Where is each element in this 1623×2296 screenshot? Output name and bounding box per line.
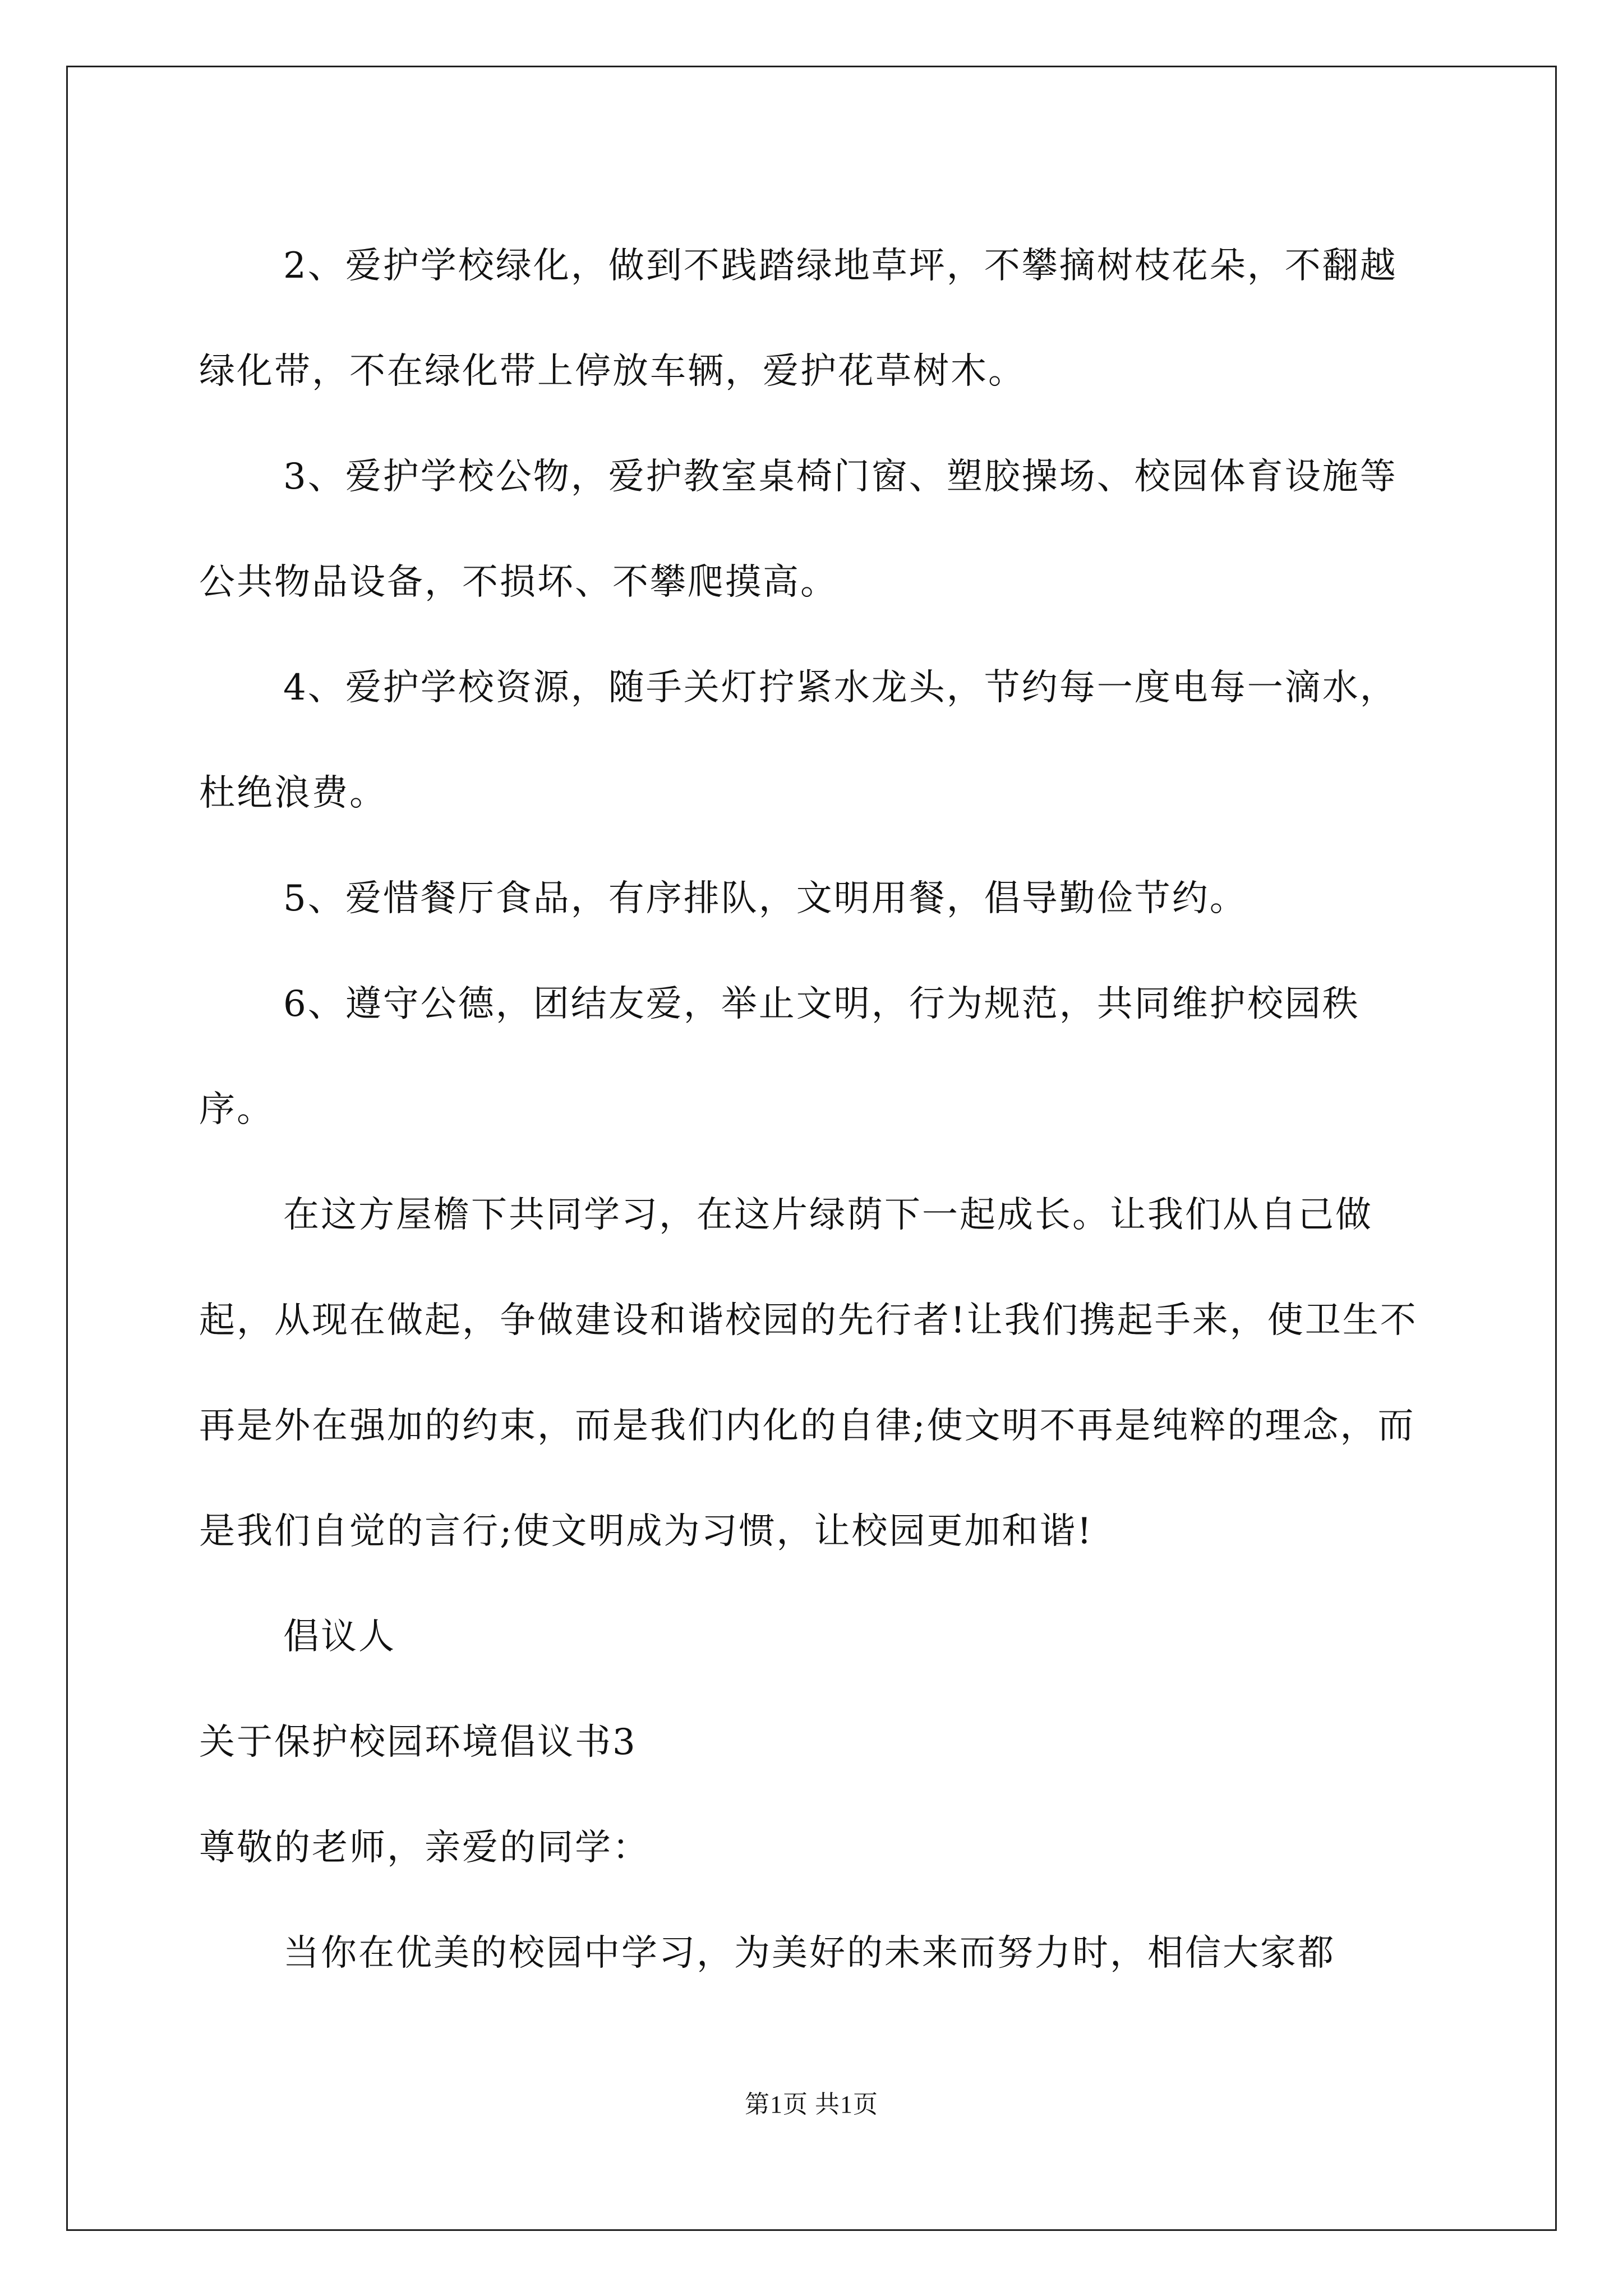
- paragraph-item-6: 6、遵守公德，团结友爱，举止文明，行为规范，共同维护校园秩序。: [199, 983, 1360, 1130]
- page-number-footer: 第1页 共1页: [745, 2091, 878, 2118]
- salutation: 尊敬的老师，亲爱的同学：: [199, 1827, 650, 1869]
- paragraph-item-4: 4、爱护学校资源，随手关灯拧紧水龙头，节约每一度电每一滴水，杜绝浪费。: [199, 667, 1398, 814]
- opening-paragraph: 当你在优美的校园中学习，为美好的未来而努力时，相信大家都: [283, 1932, 1335, 1974]
- paragraph-item-2: 2、爱护学校绿化，做到不践踏绿地草坪，不攀摘树枝花朵，不翻越绿化带，不在绿化带上停放车辆，爱护花草树木。: [199, 245, 1398, 392]
- closing-paragraph: 在这方屋檐下共同学习，在这片绿荫下一起成长。让我们从自己做起，从现在做起，争做建设和谐校园的先行者!让我们携起手来，使卫生不再是外在强加的约束，而是我们内化的自律;使文明不再是纯粹的理念，而是我们自觉的言行;使文明成为习惯，让校园更加和谐!: [199, 1194, 1418, 1552]
- section-title: 关于保护校园环境倡议书3: [199, 1722, 637, 1763]
- paragraph-item-5: 5、爱惜餐厅食品，有序排队，文明用餐，倡导勤俭节约。: [283, 878, 1247, 919]
- document-body: [199, 213, 1430, 2006]
- paragraph-item-3: 3、爱护学校公物，爱护教室桌椅门窗、塑胶操场、校园体育设施等公共物品设备，不损坏、不攀爬摸高。: [199, 456, 1398, 603]
- signature-label: 倡议人: [283, 1616, 396, 1658]
